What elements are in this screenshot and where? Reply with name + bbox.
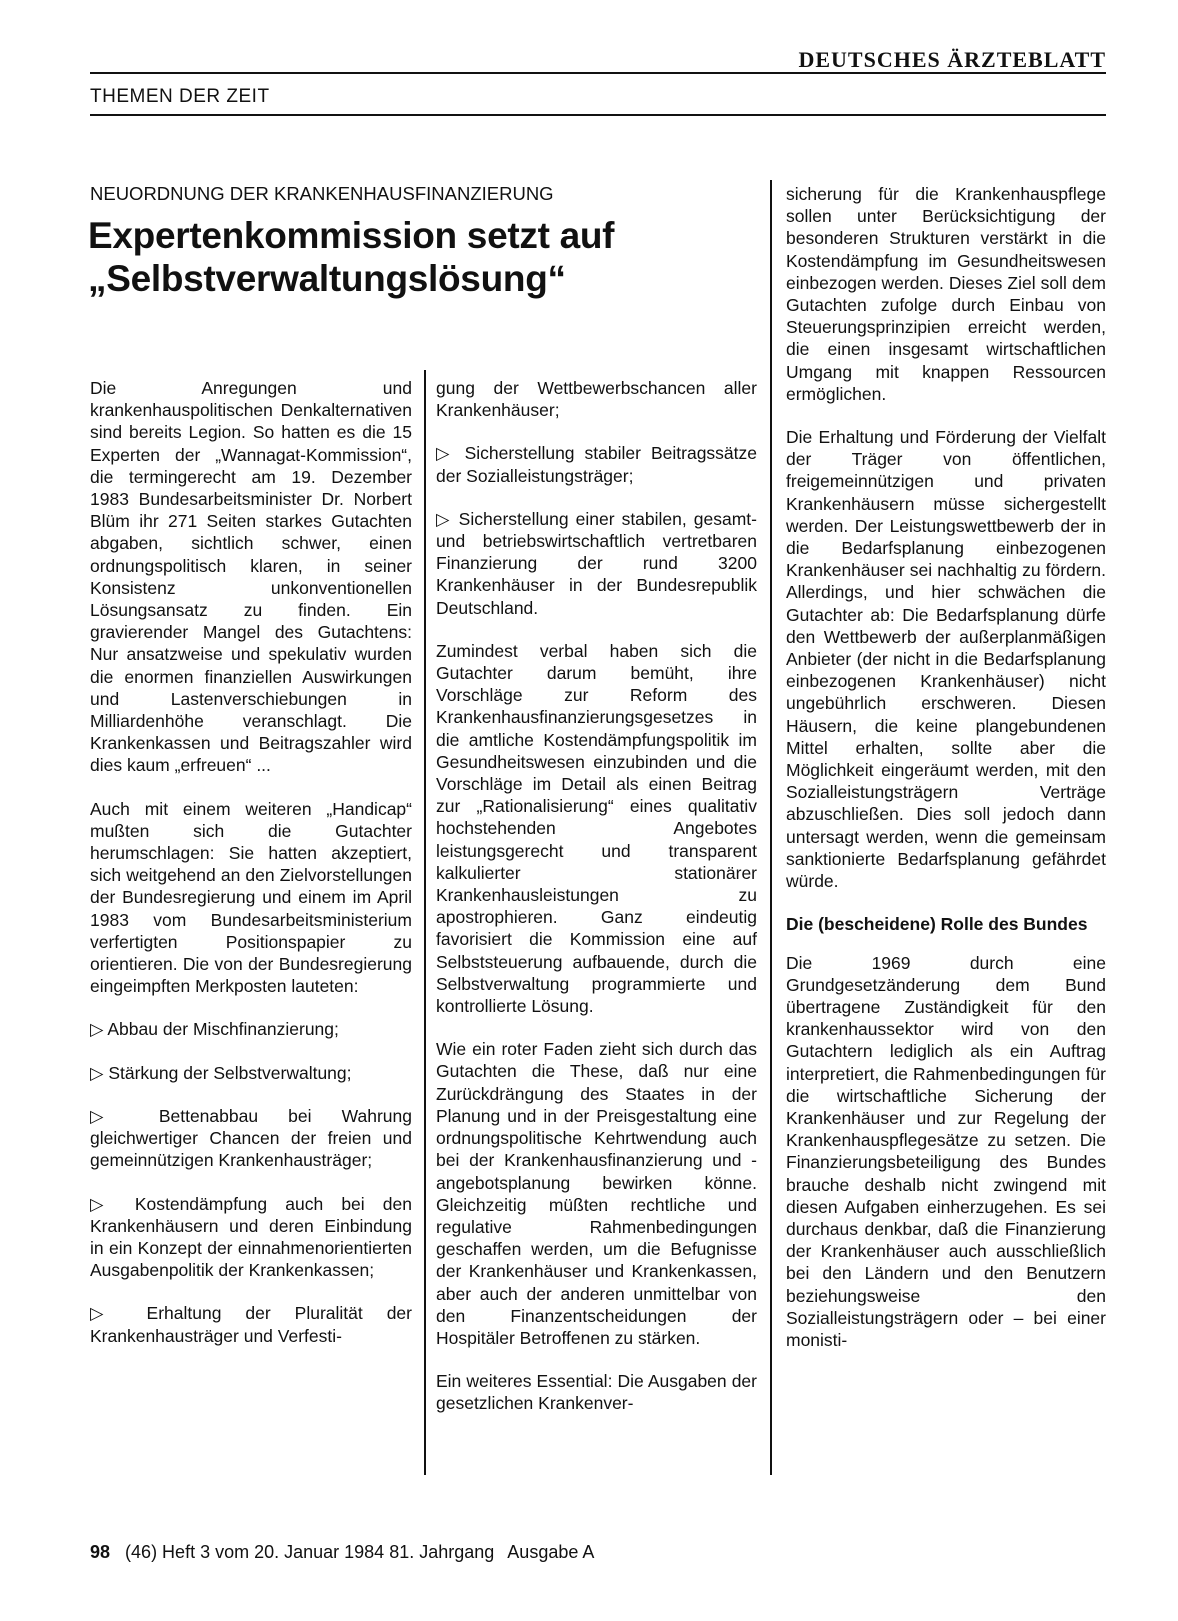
column-divider: [770, 180, 772, 1475]
list-item: ▷ Bettenabbau bei Wahrung gleichwertiger Chancen der freien und gemeinnützigen Krankenhausträger;: [90, 1105, 412, 1171]
list-item: ▷ Stärkung der Selbstverwaltung;: [90, 1062, 352, 1083]
section-label: THEMEN DER ZEIT: [90, 86, 270, 107]
paragraph: Auch mit einem weiteren „Handicap“ mußten sich die Gutachter herumschlagen: Sie hatten akzeptiert, sich weitgehend an den Zielvorstellungen der Bundesregierung und einem im April 1983 vom Bundesarbeitsministerium verfertigten Positionspapier zu orientieren. Die von der Bundesregierung eingeimpften Merkposten lauteten:: [90, 798, 412, 997]
paragraph: Die Anregungen und krankenhauspolitischen Denkalternativen sind bereits Legion. So hatten es die 15 Experten der „Wannagat-Kommission“, die termingerecht am 19. Dezember 1983 Bundesarbeitsminister Dr. Norbert Blüm ihr 271 Seiten starkes Gutachten abgaben, sichtlich schwer, einen ordnungspolitisch klaren, in seiner Konsistenz unkonventionellen Lösungsansatz zu finden. Ein gravierender Mangel des Gutachtens: Nur ansatzweise und spekulativ wurden die enormen finanziellen Auswirkungen und Lastenverschiebungen in Milliardenhöhe veranschlagt. Die Krankenkassen und Beitragszahler wird dies kaum „erfreuen“ ...: [90, 378, 412, 776]
list-item: ▷ Erhaltung der Pluralität der Krankenhausträger und Verfesti-: [90, 1303, 412, 1346]
text-column-2: [436, 377, 757, 1436]
list-item: ▷ Kostendämpfung auch bei den Krankenhäusern und deren Einbindung in ein Konzept der einnahmenorientierten Ausgabenpolitik der Krankenkassen;: [90, 1193, 412, 1281]
section-rule: [90, 114, 1106, 116]
paragraph: Die 1969 durch eine Grundgesetzänderung dem Bund übertragene Zuständigkeit für den krankenhaussektor wird von den Gutachtern lediglich als ein Auftrag interpretiert, die Rahmenbedingungen für die wirtschaftliche Sicherung der Krankenhäuser und zur Regelung der Krankenhauspflegesätze zu setzen. Die Finanzierungsbeteiligung des Bundes brauche deshalb nicht zwingend mit diesen Aufgaben einherzugehen. Es sei durchaus denkbar, daß die Finanzierung der Krankenhäuser auch ausschließlich bei den Ländern und den Benutzern beziehungsweise den Sozialleistungsträgern oder – bei einer monisti-: [786, 952, 1106, 1350]
list-item: ▷ Sicherstellung stabiler Beitragssätze der Sozialleistungsträger;: [436, 443, 757, 486]
article-kicker: NEUORDNUNG DER KRANKENHAUSFINANZIERUNG: [90, 183, 554, 204]
paragraph: Ein weiteres Essential: Die Ausgaben der gesetzlichen Krankenver-: [436, 1371, 757, 1414]
edition-label: Ausgabe A: [507, 1542, 595, 1562]
subheading: Die (bescheidene) Rolle des Bundes: [786, 914, 1088, 935]
issue-info: (46) Heft 3 vom 20. Januar 1984 81. Jahrgang: [125, 1542, 495, 1562]
page-number: 98: [90, 1542, 111, 1562]
list-item: ▷ Sicherstellung einer stabilen, gesamt- und betriebswirtschaftlich vertretbaren Finanzierung der rund 3200 Krankenhäuser in der Bundesrepublik Deutschland.: [436, 508, 757, 618]
column-divider: [424, 370, 426, 1475]
paragraph: sicherung für die Krankenhauspflege sollen unter Berücksichtigung der besonderen Strukturen verstärkt in die Kostendämpfung im Gesundheitswesen einbezogen werden. Dieses Ziel soll dem Gutachten zufolge durch Einbau von Steuerungsprinzipien erreicht werden, die einen insgesamt wirtschaftlichen Umgang mit knappen Ressourcen ermöglichen.: [786, 184, 1106, 404]
list-item: ▷ Abbau der Mischfinanzierung;: [90, 1019, 339, 1040]
masthead-rule: [90, 72, 1106, 74]
paragraph: Wie ein roter Faden zieht sich durch das Gutachten die These, daß nur eine Zurückdrängung des Staates in der Planung und in der Preisgestaltung eine ordnungspolitische Kehrtwendung auch bei der Krankenhausfinanzierung und -angebotsplanung bewirken könne. Gleichzeitig müßten rechtliche und regulative Rahmenbedingungen geschaffen werden, um die Befugnisse der Krankenhäuser und Krankenkassen, aber auch der anderen unmittelbar von den Finanzentscheidungen der Hospitäler Betroffenen zu stärken.: [436, 1039, 757, 1348]
paragraph: gung der Wettbewerbschancen aller Krankenhäuser;: [436, 378, 757, 421]
footer: [90, 1542, 594, 1563]
masthead: DEUTSCHES ÄRZTEBLATT: [798, 47, 1106, 72]
text-column-3: [786, 183, 1106, 1372]
paragraph: Die Erhaltung und Förderung der Vielfalt der Träger von öffentlichen, freigemeinnützigen und privaten Krankenhäusern müsse sichergestellt werden. Der Leistungswettbewerb der in die Bedarfsplanung einbezogenen Krankenhäuser sei nachhaltig zu fördern. Allerdings, und hier schwächen die Gutachter ab: Die Bedarfsplanung dürfe den Wettbewerb der außerplanmäßigen Anbieter (der nicht in die Bedarfsplanung einbezogenen Krankenhäuser) nicht ungebührlich erschweren. Diesen Häusern, die keine plangebundenen Mittel erhalten, sollte aber die Möglichkeit eingeräumt werden, mit den Sozialleistungsträgern Verträge abzuschließen. Dies soll jedoch dann untersagt werden, wenn die gemeinsam sanktionierte Bedarfsplanung gefährdet würde.: [786, 427, 1106, 892]
paragraph: Zumindest verbal haben sich die Gutachter darum bemüht, ihre Vorschläge zur Reform des Krankenhausfinanzierungsgesetzes in die amtliche Kostendämpfungspolitik im Gesundheitswesen einzubinden und die Vorschläge im Detail als einen Beitrag zur „Rationalisierung“ eines qualitativ hochstehenden Angebotes leistungsgerecht und transparent kalkulierter stationärer Krankenhausleistungen zu apostrophieren. Ganz eindeutig favorisiert die Kommission eine auf Selbststeuerung aufbauende, durch die Selbstverwaltung programmierte und kontrollierte Lösung.: [436, 640, 757, 1017]
text-column-1: [90, 377, 412, 1368]
article-headline: Expertenkommission setzt auf „Selbstverwaltungslösung“: [88, 215, 615, 299]
